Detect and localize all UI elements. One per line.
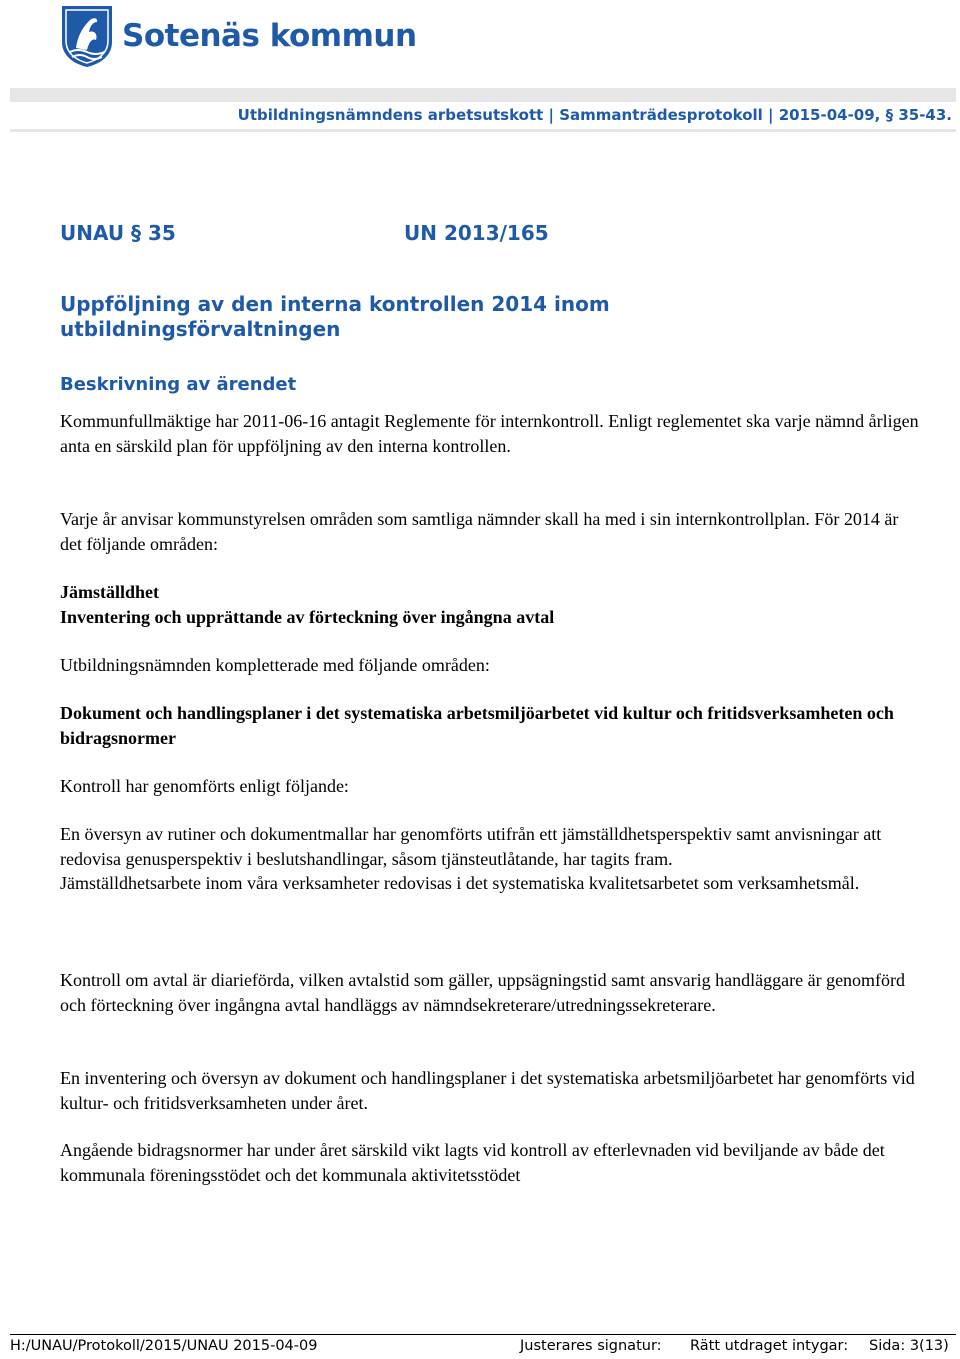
- paragraph-4: Kontroll har genomförts enligt följande:: [60, 776, 349, 796]
- municipal-shield-icon: [60, 4, 114, 68]
- paragraph-3: Utbildningsnämnden kompletterade med följande områden:: [60, 655, 490, 675]
- area-1: Jämställdhet: [60, 582, 159, 602]
- diary-number: UN 2013/165: [404, 221, 549, 245]
- footer-page-number: Sida: 3(13): [869, 1338, 949, 1354]
- area-3: Dokument och handlingsplaner i det systematiska arbetsmiljöarbetet vid kultur och fritidsverksamheten och bidragsnormer: [60, 703, 894, 748]
- protocol-header-title: Utbildningsnämndens arbetsutskott | Sammanträdesprotokoll | 2015-04-09, § 35-43.: [237, 106, 952, 124]
- header-band: [10, 88, 956, 102]
- title-line-1: Uppföljning av den interna kontrollen 2014 inom: [60, 292, 610, 316]
- paragraph-5a: En översyn av rutiner och dokumentmallar har genomförts utifrån ett jämställdhetsperspektiv samt anvisningar att redovisa genusperspektiv i beslutshandlingar, såsom tjänsteutlåtande, har tagits fram.: [60, 824, 882, 869]
- logo: [60, 4, 417, 68]
- title-line-2: utbildningsförvaltningen: [60, 317, 341, 341]
- footer-divider: [10, 1334, 956, 1335]
- paragraph-7: En inventering och översyn av dokument och handlingsplaner i det systematiska arbetsmiljöarbetet har genomförts vid kultur- och fritidsverksamheten under året.: [60, 1068, 915, 1113]
- paragraph-2: Varje år anvisar kommunstyrelsen områden som samtliga nämnder skall ha med i sin internkontrollplan. För 2014 är det följande områden:: [60, 509, 899, 554]
- logo-name: Sotenäs kommun: [122, 18, 417, 54]
- case-number: [60, 221, 549, 245]
- page-title: [60, 292, 920, 342]
- footer-signature-label: Justerares signatur:: [520, 1338, 662, 1354]
- footer-path: H:/UNAU/Protokoll/2015/UNAU 2015-04-09: [10, 1338, 318, 1354]
- paragraph-6: Kontroll om avtal är diarieförda, vilken avtalstid som gäller, uppsägningstid samt ansvarig handläggare är genomförd och förteckning över ingångna avtal handläggs av nämndsekreterare/utredningssekreterare.: [60, 970, 906, 1015]
- paragraph-5b: Jämställdhetsarbete inom våra verksamheter redovisas i det systematiska kvalitetsarbetet som verksamhetsmål.: [60, 873, 860, 893]
- area-2: Inventering och upprättande av förteckning över ingångna avtal: [60, 607, 555, 627]
- paragraph-1: Kommunfullmäktige har 2011-06-16 antagit Reglemente för internkontroll. Enligt reglementet ska varje nämnd årligen anta en särskild plan för uppföljning av den interna kontrollen.: [60, 411, 919, 456]
- section-heading: Beskrivning av ärendet: [60, 374, 297, 395]
- paragraph-number: UNAU § 35: [60, 221, 176, 245]
- paragraph-5: [60, 822, 920, 896]
- footer-certify-label: Rätt utdraget intygar:: [690, 1338, 849, 1354]
- paragraph-8: Angående bidragsnormer har under året särskild vikt lagts vid kontroll av efterlevnaden vid beviljande av både det kommunala föreningsstödet och det kommunala aktivitetsstödet: [60, 1140, 885, 1185]
- header-divider: [10, 129, 956, 132]
